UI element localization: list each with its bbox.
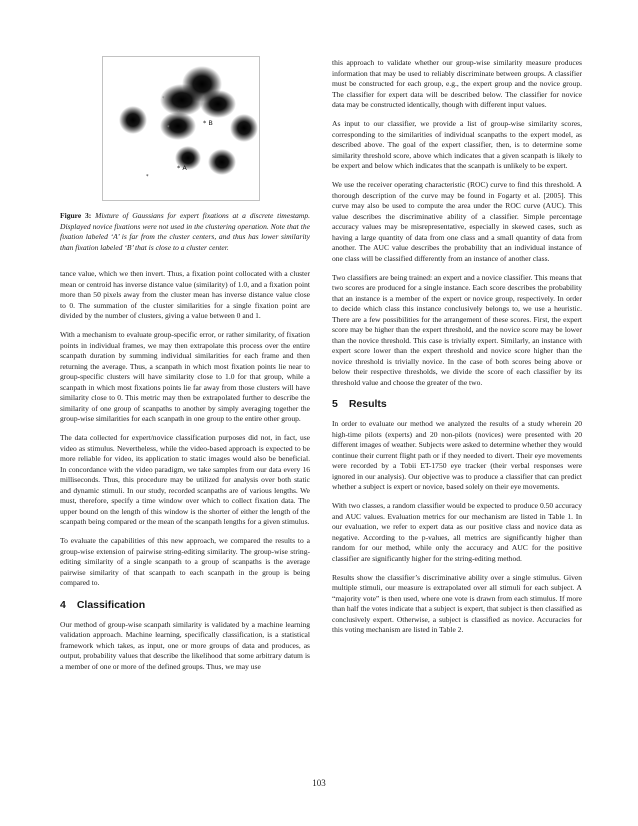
right-paragraph: We use the receiver operating characteristic (ROC) curve to find this threshold. A thorough description of the curve may be found in Fogarty et al. [2005]. This curve may also be used to compute the area under the ROC curve (AUC). This value describes the discriminative ability of a classifier. Simple percentage accuracy values may be misrepresentative, especially in skewed cases, such as having a large quantity of data from one class and a small quantity of data from another. The AUC value describes the probability that an individual instance of one class will be classified differently from an instance of another class.: [332, 180, 582, 263]
cluster-blob: [200, 90, 236, 118]
left-paragraph: The data collected for expert/novice classification purposes did not, in fact, use video as stimulus. Nevertheless, while the video-based approach is expected to be more reliable for video, its application to static images would also be beneficial. In concordance with the video paradigm, we take samples from our data every 16 milliseconds. Thus, this procedure may be utilized for analysis over both static and dynamic stimuli. In our study, recorded scanpaths are of various lengths. We must, therefore, specify a time window over which to collect fixation data. The upper bound on the length of this window is the shorter of either the length of the scanpath being compared or the mean of the scanpath lengths for a given stimulus.: [60, 433, 310, 526]
figure-caption-label: Figure 3:: [60, 211, 92, 220]
right-column: [332, 58, 582, 644]
gaussian-mixture-figure: [102, 56, 260, 201]
fixation-point: *: [146, 174, 149, 180]
page-number: 103: [312, 778, 326, 788]
section-number: 4: [60, 598, 66, 611]
section-title: Results: [348, 398, 387, 410]
cluster-blob: [160, 84, 204, 116]
section-title: Classification: [76, 598, 146, 611]
figure-caption-text: Mixture of Gaussians for expert fixations at a discrete timestamp. Displayed novice fixations were not used in the clustering operation. Note that the fixation labeled ‘A’ is far from the cluster centers, and thus has lower similarity than fixation labeled ‘B’ that is close to a cluster center.: [60, 211, 311, 252]
right-paragraph: this approach to validate whether our group-wise similarity measure produces information that may be used to reliably discriminate between groups. A classifier must be constructed for each group, e.g., the expert group and the novice group. The classifier for expert data will be described below. The classifier for novice data may be constructed identically, though with different input values.: [332, 58, 582, 109]
left-paragraph: To evaluate the capabilities of this new approach, we compared the results to a group-wise extension of pairwise string-editing similarity. The group-wise string-editing similarity of a single scanpath to a group of scanpaths is the average pairwise similarity of that scanpath to each scanpath in the group is being compared to.: [60, 536, 310, 587]
right-paragraph: As input to our classifier, we provide a list of group-wise similarity scores, corresponding to the similarities of individual scanpaths to the expert model, as described above. The goal of the expert classifier, then, is to determine some similarity threshold score, above which indicates that a given scanpath is likely to be expert and below which indicates that the scanpath is unlikely to be expert.: [332, 119, 582, 170]
figure-caption: [60, 211, 310, 253]
results-paragraph: With two classes, a random classifier would be expected to produce 0.50 accuracy and AUC values. Evaluation metrics for our mechanism are listed in Table 1. In our evaluation, we refer to expert data as our positive class and novice data as negative. According to the p-values, all metrics are significantly higher than random for our method, while only the accuracy and AUC for the positive classifier are significantly higher for the string-editing method.: [332, 501, 582, 563]
results-paragraph: In order to evaluate our method we analyzed the results of a study wherein 20 high-time pilots (experts) and 20 non-pilots (novices) were presented with 20 different images of weather. Subjects were asked to determine whether they would continue their current flight path or if they needed to divert. Their eye movements were recorded by a Tobii ET-1750 eye tracker (their verbal responses were ignored in our analysis). Our objective was to produce a classifier that can predict whether a subject is expert or novice, based solely on their eye movements.: [332, 419, 582, 491]
cluster-blob: [160, 112, 196, 140]
section-number: 5: [332, 398, 338, 410]
left-paragraph: tance value, which we then invert. Thus, a fixation point collocated with a cluster mean or centroid has inverse distance value (similarity) of 1.0, and a fixation point more than 50 pixels away from the cluster mean has inverse distance value close to 0. The summation of the cluster similarities for a single fixation point are divided by the number of clusters, giving a value between 0 and 1.: [60, 269, 310, 320]
cluster-blob: [230, 114, 258, 142]
fixation-point: *: [167, 125, 170, 131]
classification-paragraph: Our method of group-wise scanpath similarity is validated by a machine learning validation approach. Machine learning, specifically classification, is a statistical framework which takes, as input, one or more groups of data and produces, as output, probability values that describe the likelihood that some arbitrary datum is a member of one or more of the defined groups. Thus, we may use: [60, 619, 310, 671]
fixation-point: *: [162, 96, 165, 102]
results-paragraph: Results show the classifier’s discriminative ability over a single stimulus. Given multiple stimuli, our measure is extrapolated over all stimuli for each subject. A “majority vote” is then used, where one vote is drawn from each stimulus. If more than half the votes indicate that a subject is expert, that subject is then classified as conclusively expert. Otherwise, a subject is classified as novice. Accuracies for this voting mechanism are listed in Table 2.: [332, 572, 582, 634]
right-paragraph: Two classifiers are being trained: an expert and a novice classifier. This means that two scores are produced for a single instance. Each score describes the probability that an instance is a member of the expert or novice group, respectively. In order to decide which class this instance conclusively belongs to, we use a heuristic. There are a few possibilities for the arrangement of these scores. First, the expert score may be higher than the expert threshold, and the novice score may be lower than the novice threshold. This case is trivially expert. Similarly, an instance with expert score lower than the expert threshold and novice score higher than the novice threshold is trivially novice. In the case of both scores being above or below their respective thresholds, we divide the score of each classifier by its threshold value and choose the greater of the two.: [332, 272, 582, 387]
cluster-blob: [208, 149, 236, 175]
left-paragraph: With a mechanism to evaluate group-specific error, or rather similarity, of fixation points in individual frames, we may then extrapolate this process over the entire scanpath duration by summing individual similarities for each frame and then returning the average. Thus, a scanpath in which most fixation points lie near to group-specific clusters will have similarity close to 1.0 for that group, while a scanpath in which most fixations points lie far away from those clusters will have similarity close to 0. This metric may then be extrapolated further to describe the similarity of one group of scanpaths to another by simply averaging together the group-wise similarities for each scanpath in one group to the entire other group.: [60, 330, 310, 423]
cluster-blob: [119, 106, 147, 134]
fixation-a-marker: * A: [177, 164, 187, 172]
section-heading-classification: [60, 599, 310, 611]
fixation-point: *: [177, 110, 180, 116]
gaussian-mixture-plot: [102, 56, 260, 201]
fixation-b-marker: * B: [203, 119, 213, 127]
section-heading-results: [332, 398, 582, 410]
left-column: [60, 56, 310, 681]
